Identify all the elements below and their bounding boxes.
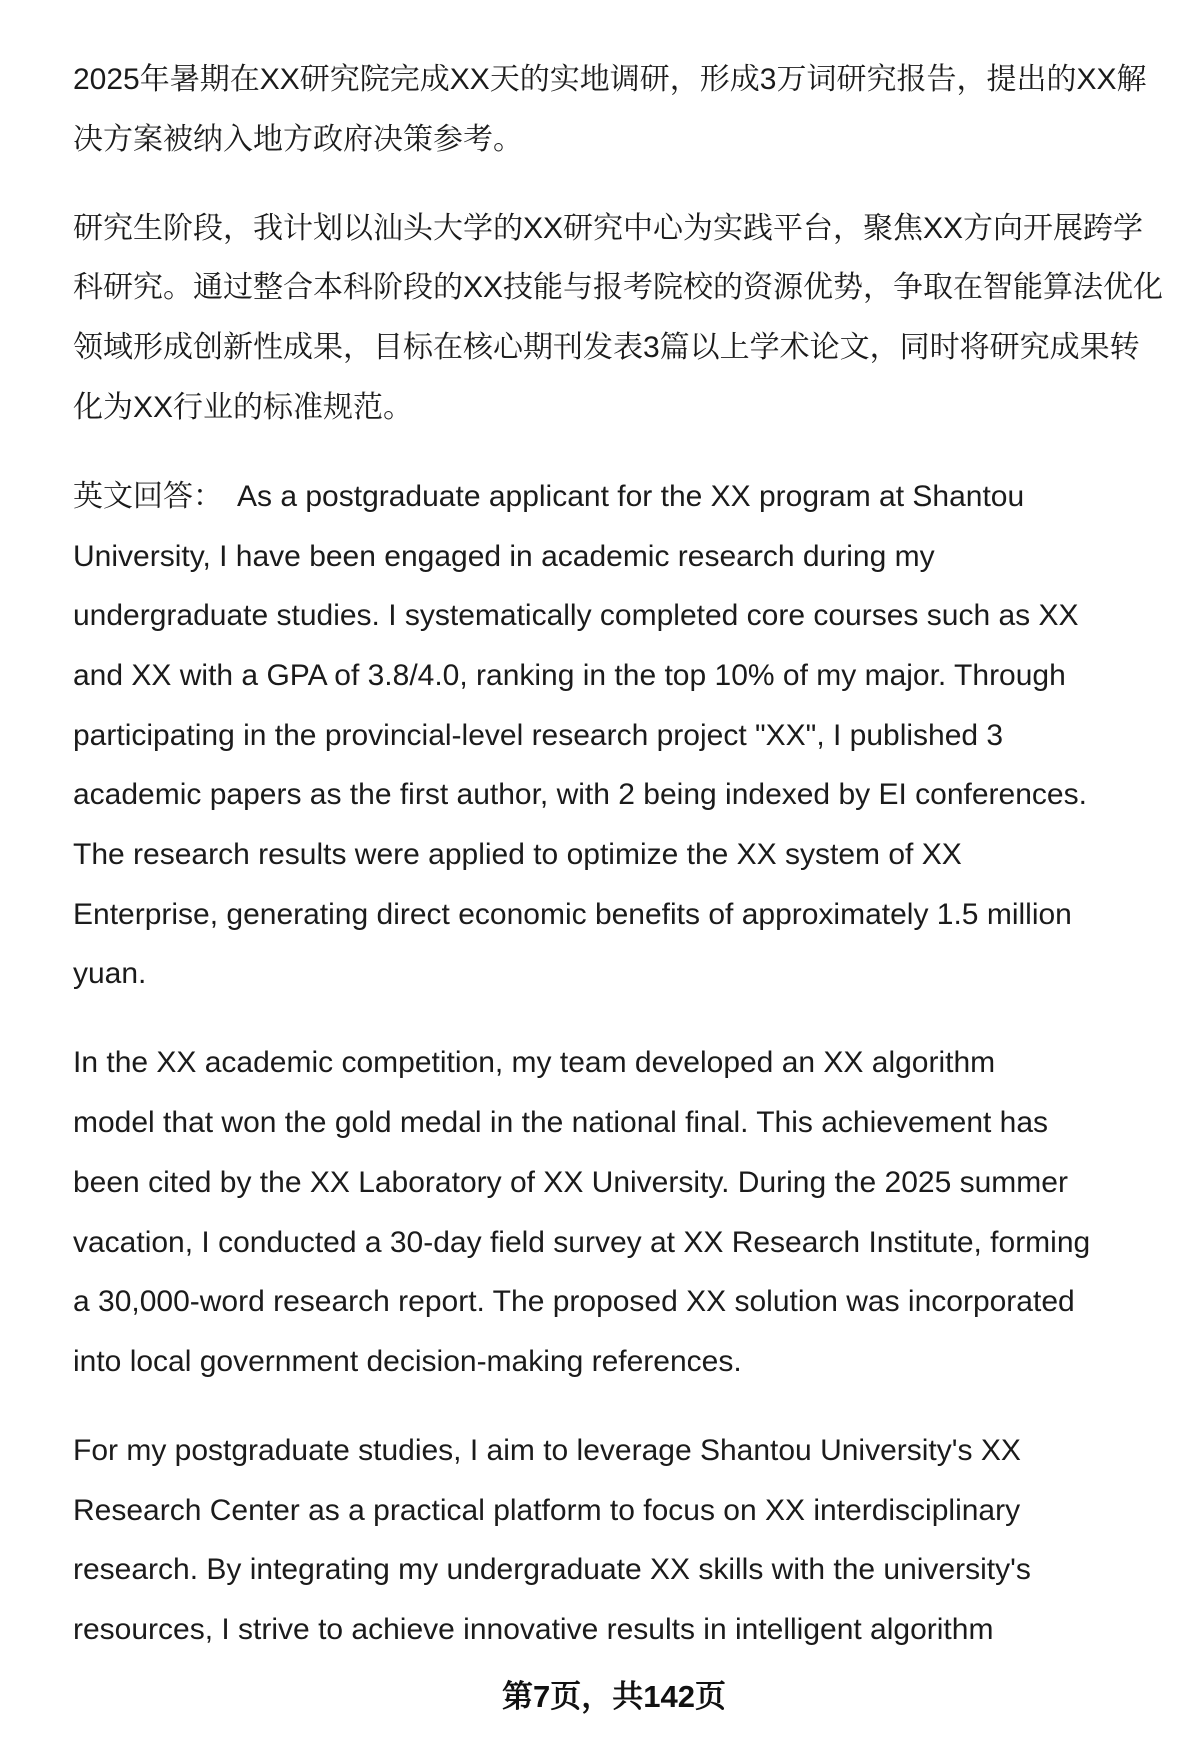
- paragraph-english-answer-intro: [73, 467, 1178, 1004]
- text-line: For my postgraduate studies, I aim to leverage Shantou University's XX: [73, 1433, 1021, 1467]
- text-line: Enterprise, generating direct economic benefits of approximately 1.5 million: [73, 897, 1072, 931]
- text-line: 研究生阶段，我计划以汕头大学的XX研究中心为实践平台，聚焦XX方向开展跨学: [73, 211, 1144, 245]
- text-line: and XX with a GPA of 3.8/4.0, ranking in the top 10% of my major. Through: [73, 658, 1066, 692]
- text-line: vacation, I conducted a 30-day field survey at XX Research Institute, forming: [73, 1225, 1091, 1259]
- text-line: been cited by the XX Laboratory of XX University. During the 2025 summer: [73, 1165, 1068, 1199]
- paragraph-summer-survey-cn: [73, 50, 1178, 169]
- paragraph-competition-en: [73, 1033, 1178, 1391]
- text-line: yuan.: [73, 957, 147, 991]
- page-number-footer: 第7页，共142页: [502, 1679, 726, 1714]
- paragraph-postgraduate-plan-en: [73, 1421, 1178, 1660]
- text-line: 2025年暑期在XX研究院完成XX天的实地调研，形成3万词研究报告，提出的XX解: [73, 63, 1147, 96]
- text-line: participating in the provincial-level research project "XX", I published 3: [73, 718, 1004, 752]
- text-line: In the XX academic competition, my team developed an XX algorithm: [73, 1046, 996, 1080]
- text-line: model that won the gold medal in the national final. This achievement has: [73, 1106, 1049, 1140]
- text-line: The research results were applied to optimize the XX system of XX: [73, 838, 962, 872]
- text-line: Research Center as a practical platform to focus on XX interdisciplinary: [73, 1493, 1021, 1527]
- text-line: University, I have been engaged in academic research during my: [73, 539, 935, 573]
- document-body: [73, 50, 1178, 1660]
- text-line: academic papers as the first author, with 2 being indexed by EI conferences.: [73, 778, 1087, 812]
- text-line: undergraduate studies. I systematically completed core courses such as XX: [73, 599, 1079, 633]
- text-line: 化为XX行业的标准规范。: [73, 390, 414, 424]
- paragraph-research-plan-cn: [73, 199, 1178, 438]
- text-line: 科研究。通过整合本科阶段的XX技能与报考院校的资源优势，争取在智能算法优化: [73, 271, 1164, 305]
- answer-label: 英文回答：: [73, 479, 223, 513]
- text-line: 领域形成创新性成果，目标在核心期刊发表3篇以上学术论文，同时将研究成果转: [73, 331, 1140, 365]
- text-line: resources, I strive to achieve innovative results in intelligent algorithm: [73, 1613, 994, 1647]
- text-line: into local government decision-making references.: [73, 1344, 742, 1378]
- text-line-content: As a postgraduate applicant for the XX program at Shantou: [237, 479, 1025, 513]
- text-line: research. By integrating my undergraduate XX skills with the university's: [73, 1553, 1031, 1587]
- text-line: [73, 467, 1178, 527]
- text-line: 决方案被纳入地方政府决策参考。: [73, 122, 523, 156]
- text-line: a 30,000-word research report. The proposed XX solution was incorporated: [73, 1285, 1075, 1319]
